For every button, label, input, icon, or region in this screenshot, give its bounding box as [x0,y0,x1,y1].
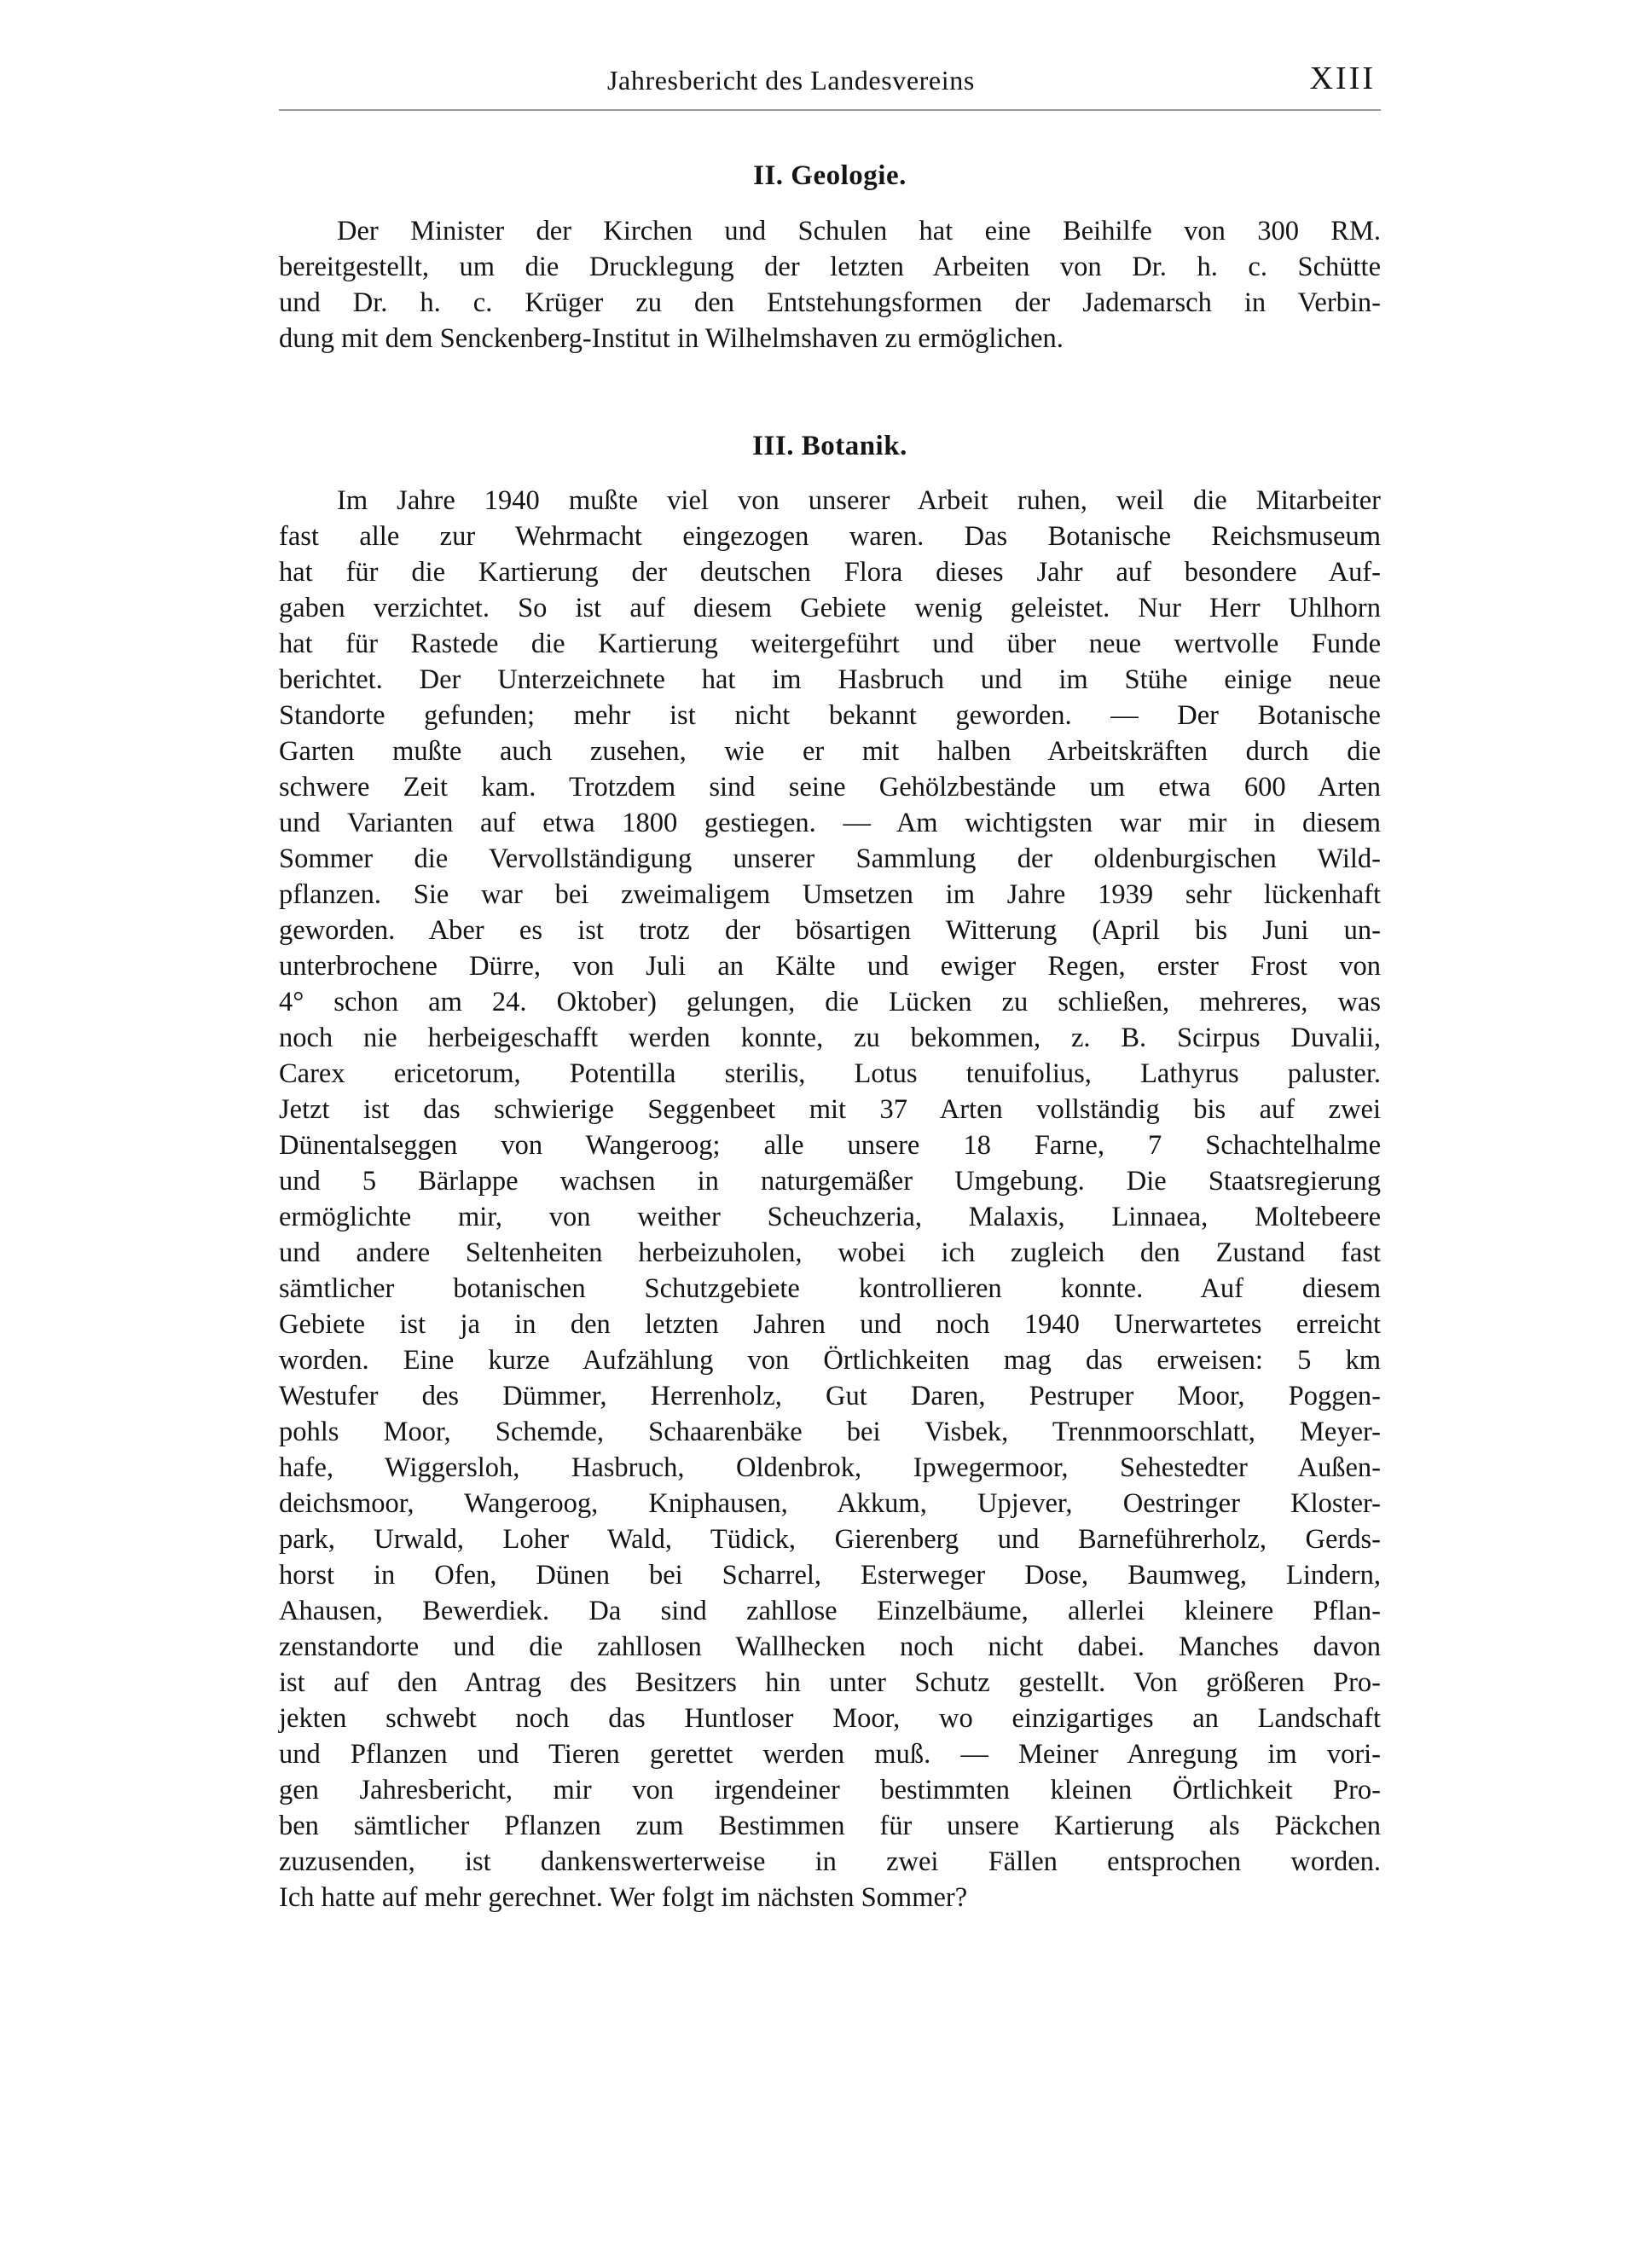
running-head [279,58,1381,111]
page-number: XIII [1309,61,1376,96]
text-line: hat für die Kartierung der deutschen Flora dieses Jahr auf besondere Auf- [279,557,1381,588]
paragraph-botanik [279,483,1381,1915]
text-line: bereitgestellt, um die Drucklegung der letzten Arbeiten von Dr. h. c. Schütte [279,252,1381,282]
text-line: Der Minister der Kirchen und Schulen hat eine Beihilfe von 300 RM. [337,216,1381,246]
text-line: und Pflanzen und Tieren gerettet werden muß. — Meiner Anregung im vori- [279,1739,1381,1770]
section-heading-geologie: II. Geologie. [753,160,907,191]
text-line: hafe, Wiggersloh, Hasbruch, Oldenbrok, Ipwegermoor, Sehestedter Außen- [279,1452,1381,1483]
text-line: Westufer des Dümmer, Herrenholz, Gut Daren, Pestruper Moor, Poggen- [279,1381,1381,1411]
text-line: ben sämtlicher Pflanzen zum Bestimmen für unsere Kartierung als Päckchen [279,1811,1381,1841]
text-line: pflanzen. Sie war bei zweimaligem Umsetzen im Jahre 1939 sehr lückenhaft [279,879,1381,910]
text-line: Ich hatte auf mehr gerechnet. Wer folgt im nächsten Sommer? [279,1882,968,1913]
text-line: park, Urwald, Loher Wald, Tüdick, Gierenberg und Barneführerholz, Gerds- [279,1524,1381,1555]
text-line: hat für Rastede die Kartierung weitergeführt und über neue wertvolle Funde [279,629,1381,659]
text-line: worden. Eine kurze Aufzählung von Örtlichkeiten mag das erweisen: 5 km [279,1345,1381,1376]
text-line: gen Jahresbericht, mir von irgendeiner bestimmten kleinen Örtlichkeit Pro- [279,1775,1381,1805]
text-line: gaben verzichtet. So ist auf diesem Gebiete wenig geleistet. Nur Herr Uhlhorn [279,593,1381,623]
text-line: berichtet. Der Unterzeichnete hat im Hasbruch und im Stühe einige neue [279,664,1381,695]
text-line: und Dr. h. c. Krüger zu den Entstehungsformen der Jademarsch in Verbin- [279,287,1381,318]
section-heading-botanik: III. Botanik. [752,431,907,461]
text-line: Sommer die Vervollständigung unserer Sammlung der oldenburgischen Wild- [279,843,1381,874]
text-line: deichsmoor, Wangeroog, Kniphausen, Akkum, Upjever, Oestringer Kloster- [279,1488,1381,1519]
text-line: sämtlicher botanischen Schutzgebiete kontrollieren konnte. Auf diesem [279,1273,1381,1304]
text-line: ist auf den Antrag des Besitzers hin unter Schutz gestellt. Von größeren Pro- [279,1667,1381,1698]
text-line: Carex ericetorum, Potentilla sterilis, Lotus tenuifolius, Lathyrus paluster. [279,1058,1381,1089]
text-line: geworden. Aber es ist trotz der bösartigen Witterung (April bis Juni un- [279,915,1381,946]
paragraph-geologie [279,213,1381,356]
text-line: Ahausen, Bewerdiek. Da sind zahllose Einzelbäume, allerlei kleinere Pflan- [279,1596,1381,1626]
text-line: Standorte gefunden; mehr ist nicht bekannt geworden. — Der Botanische [279,700,1381,731]
text-line: pohls Moor, Schemde, Schaarenbäke bei Visbek, Trennmoorschlatt, Meyer- [279,1417,1381,1447]
text-line: zuzusenden, ist dankenswerterweise in zwei Fällen entsprochen worden. [279,1846,1381,1877]
text-line: und andere Seltenheiten herbeizuholen, wobei ich zugleich den Zustand fast [279,1237,1381,1268]
text-line: ermöglichte mir, von weither Scheuchzeria, Malaxis, Linnaea, Moltebeere [279,1202,1381,1232]
text-line: 4° schon am 24. Oktober) gelungen, die Lücken zu schließen, mehreres, was [279,987,1381,1017]
text-line: Jetzt ist das schwierige Seggenbeet mit 37 Arten vollständig bis auf zwei [279,1094,1381,1125]
text-line: zenstandorte und die zahllosen Wallhecken noch nicht dabei. Manches davon [279,1631,1381,1662]
text-line: dung mit dem Senckenberg-Institut in Wilhelmshaven zu ermöglichen. [279,323,1064,354]
text-line: fast alle zur Wehrmacht eingezogen waren. Das Botanische Reichsmuseum [279,521,1381,552]
text-line: Im Jahre 1940 mußte viel von unserer Arbeit ruhen, weil die Mitarbeiter [337,485,1381,516]
text-line: unterbrochene Dürre, von Juli an Kälte und ewiger Regen, erster Frost von [279,951,1381,982]
text-line: Dünentalseggen von Wangeroog; alle unsere 18 Farne, 7 Schachtelhalme [279,1130,1381,1161]
text-line: Garten mußte auch zusehen, wie er mit halben Arbeitskräften durch die [279,736,1381,767]
text-line: schwere Zeit kam. Trotzdem sind seine Gehölzbestände um etwa 600 Arten [279,772,1381,803]
running-title: Jahresbericht des Landesvereins [607,65,975,96]
text-line: und Varianten auf etwa 1800 gestiegen. — Am wichtigsten war mir in diesem [279,808,1381,838]
text-line: Gebiete ist ja in den letzten Jahren und noch 1940 Unerwartetes erreicht [279,1309,1381,1340]
text-line: horst in Ofen, Dünen bei Scharrel, Esterweger Dose, Baumweg, Lindern, [279,1560,1381,1591]
text-line: und 5 Bärlappe wachsen in naturgemäßer Umgebung. Die Staatsregierung [279,1166,1381,1197]
text-line: noch nie herbeigeschafft werden konnte, zu bekommen, z. B. Scirpus Duvalii, [279,1023,1381,1053]
text-line: jekten schwebt noch das Huntloser Moor, wo einzigartiges an Landschaft [279,1703,1381,1734]
